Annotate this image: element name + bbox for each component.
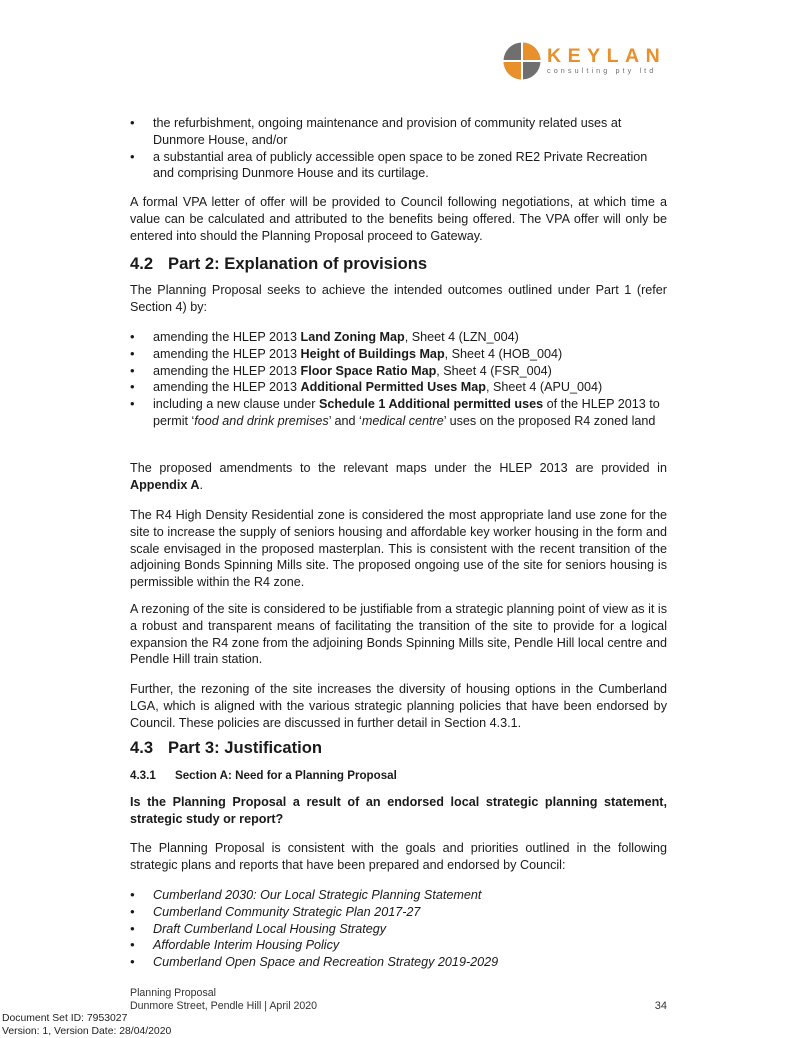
footer-subtitle: Dunmore Street, Pendle Hill | April 2020 [130, 1000, 667, 1013]
section-4-2-intro: The Planning Proposal seeks to achieve the intended outcomes outlined under Part 1 (refer Section 4) by: [130, 282, 667, 316]
list-item: • Cumberland 2030: Our Local Strategic Planning Statement [130, 887, 667, 904]
rezoning-paragraph: A rezoning of the site is considered to be justifiable from a strategic planning point of view as it is a robust and transparent means of facilitating the transition of the site to provide for a logical expansion the R4 zone from the adjoining Bonds Spinning Mills site, Pendle Hill local centre and Pendle Hill train station. [130, 601, 667, 668]
appendix-paragraph: The proposed amendments to the relevant maps under the HLEP 2013 are provided in Appendix A. [130, 460, 667, 494]
subsection-title: Section A: Need for a Planning Proposal [175, 769, 397, 782]
subsection-number: 4.3.1 [130, 768, 175, 783]
r4-zone-paragraph: The R4 High Density Residential zone is considered the most appropriate land use zone for the site to increase the supply of seniors housing and affordable key worker housing in the form and scale envisaged in the proposed masterplan. This is consistent with the recent transition of the adjoining Bonds Spinning Mills site. The proposed ongoing use of the site for seniors housing is permissible within the R4 zone. [130, 507, 667, 591]
list-item: • amending the HLEP 2013 Height of Buildings Map, Sheet 4 (HOB_004) [130, 346, 667, 363]
section-number: 4.3 [130, 738, 168, 758]
list-item: • the refurbishment, ongoing maintenance and provision of community related uses at Dunmore House, and/or [130, 115, 667, 149]
section-heading-4-2 [130, 254, 667, 274]
map-amendments-list [130, 329, 667, 430]
list-item: • amending the HLEP 2013 Land Zoning Map, Sheet 4 (LZN_004) [130, 329, 667, 346]
strategic-plans-list [130, 887, 667, 971]
question-paragraph: Is the Planning Proposal a result of an endorsed local strategic planning statement, strategic study or report? [130, 794, 667, 828]
list-item: • amending the HLEP 2013 Floor Space Ratio Map, Sheet 4 (FSR_004) [130, 363, 667, 380]
logo-tagline: consulting pty ltd [547, 67, 656, 75]
list-item: • Draft Cumberland Local Housing Strategy [130, 921, 667, 938]
list-item: • amending the HLEP 2013 Additional Permitted Uses Map, Sheet 4 (APU_004) [130, 379, 667, 396]
subsection-heading-4-3-1 [130, 768, 667, 783]
section-title: Part 2: Explanation of provisions [168, 254, 427, 273]
document-set-id: Document Set ID: 7953027 [2, 1013, 171, 1026]
document-version: Version: 1, Version Date: 28/04/2020 [2, 1026, 171, 1038]
list-item: • Affordable Interim Housing Policy [130, 937, 667, 954]
footer-title: Planning Proposal [130, 987, 667, 1000]
strategic-plans-intro: The Planning Proposal is consistent with the goals and priorities outlined in the following strategic plans and reports that have been prepared and endorsed by Council: [130, 840, 667, 874]
logo-wordmark: KEYLAN [547, 46, 666, 66]
section-title: Part 3: Justification [168, 738, 322, 757]
keylan-logo [503, 42, 673, 82]
section-heading-4-3 [130, 738, 667, 758]
keylan-logo-mark-icon [503, 42, 541, 80]
further-paragraph: Further, the rezoning of the site increases the diversity of housing options in the Cumberland LGA, which is aligned with the various strategic planning policies that have been endorsed by Council. These policies are discussed in further detail in Section 4.3.1. [130, 681, 667, 731]
page-footer [130, 987, 667, 1014]
document-meta [2, 1013, 171, 1038]
list-item: • Cumberland Community Strategic Plan 2017-27 [130, 904, 667, 921]
list-item: • including a new clause under Schedule 1 Additional permitted uses of the HLEP 2013 to permit ‘food and drink premises’ and ‘medical centre’ uses on the proposed R4 zoned land [130, 396, 667, 430]
vpa-paragraph: A formal VPA letter of offer will be provided to Council following negotiations, at which time a value can be calculated and attributed to the benefits being offered. The VPA offer will only be entered into should the Planning Proposal proceed to Gateway. [130, 194, 667, 244]
list-item: • a substantial area of publicly accessible open space to be zoned RE2 Private Recreation and comprising Dunmore House and its curtilage. [130, 149, 667, 183]
page-number: 34 [655, 1000, 667, 1013]
intro-bullet-list [130, 115, 667, 182]
section-number: 4.2 [130, 254, 168, 274]
list-item: • Cumberland Open Space and Recreation Strategy 2019-2029 [130, 954, 667, 971]
